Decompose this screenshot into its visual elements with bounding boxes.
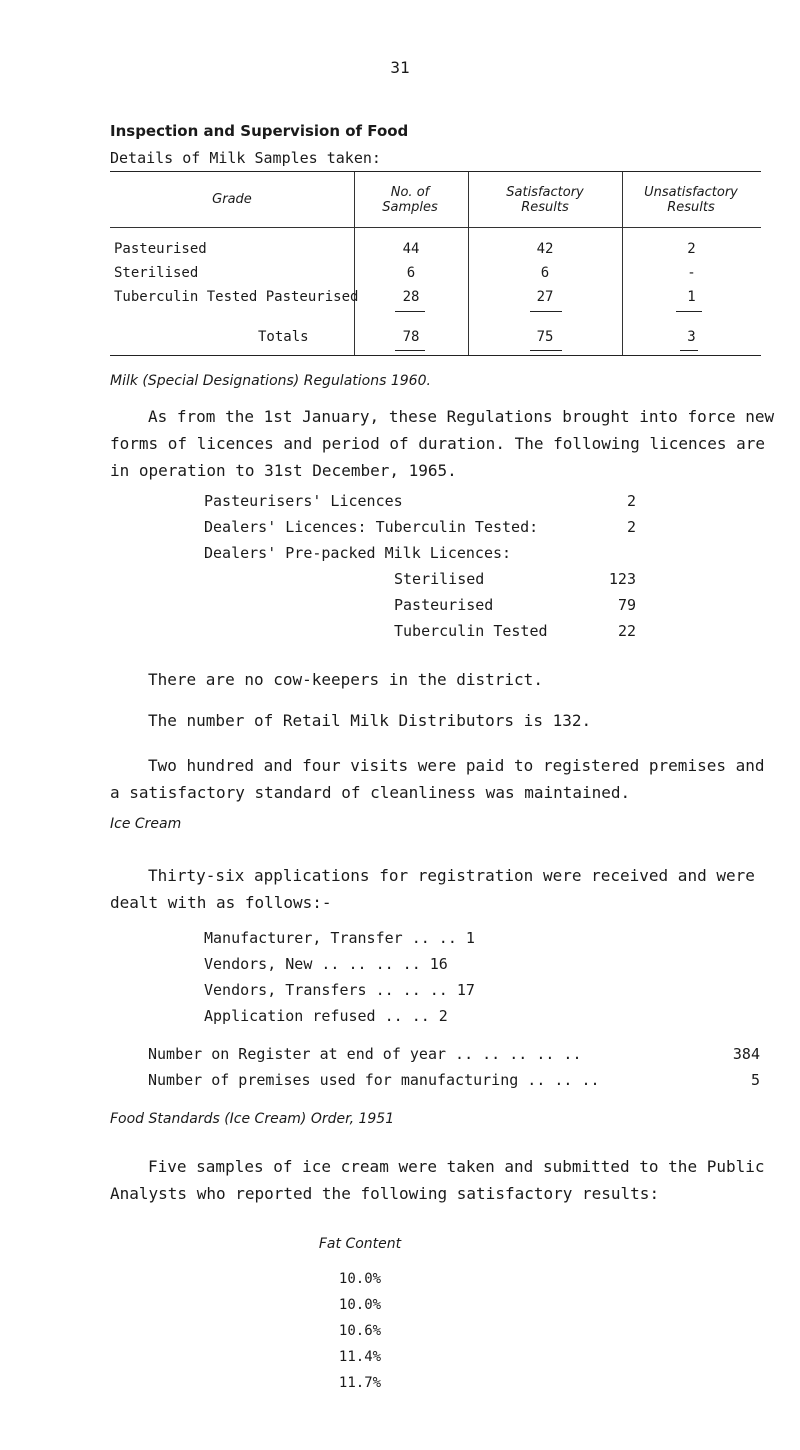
totals-samples: 78 <box>402 329 420 345</box>
visits-paragraph: Two hundred and four visits were paid to registered premises and a satisfactory standard of cleanliness was maintained. <box>110 756 765 802</box>
milk-samples-table <box>110 171 761 356</box>
ice-cream-heading: Ice Cream <box>110 816 182 832</box>
table-cell-satisfactory: 6 <box>540 265 550 281</box>
prepacked-item-value: 123 <box>608 570 636 588</box>
subtotal-rule <box>395 311 425 312</box>
table-cell-samples: 44 <box>402 241 420 257</box>
manufacturing-label: Number of premises used for manufacturing .. .. .. <box>148 1071 600 1089</box>
licence-label: Pasteurisers' Licences <box>204 492 403 510</box>
cow-keepers-sentence: There are no cow-keepers in the district. <box>148 670 543 689</box>
fat-content-heading: Fat Content <box>318 1236 402 1252</box>
table-caption: Details of Milk Samples taken: <box>110 149 381 167</box>
column-divider <box>468 172 469 355</box>
fat-value: 10.0% <box>338 1271 382 1287</box>
table-cell-satisfactory: 42 <box>536 241 554 257</box>
table-cell-unsatisfactory: - <box>687 265 696 281</box>
table-cell-satisfactory: 27 <box>536 289 554 305</box>
totals-underline <box>680 350 698 351</box>
totals-underline <box>530 350 562 351</box>
column-divider <box>354 172 355 355</box>
ice-cream-intro: Thirty-six applications for registration were received and were dealt with as follows:- <box>110 866 755 912</box>
application-item: Vendors, New .. .. .. .. 16 <box>204 955 448 973</box>
table-cell-grade: Sterilised <box>114 265 199 281</box>
prepacked-item-label: Sterilised <box>394 570 485 588</box>
application-item: Application refused .. .. 2 <box>204 1007 448 1025</box>
header-unsatisfactory: Unsatisfactory Results <box>644 184 738 215</box>
application-item: Manufacturer, Transfer .. .. 1 <box>204 929 475 947</box>
subtotal-rule <box>676 311 702 312</box>
licence-label: Dealers' Licences: Tuberculin Tested: <box>204 518 539 536</box>
register-value: 384 <box>732 1045 760 1063</box>
prepacked-item-value: 79 <box>617 596 636 614</box>
prepacked-label: Dealers' Pre-packed Milk Licences: <box>204 544 512 562</box>
fat-value: 10.0% <box>338 1297 382 1313</box>
table-cell-samples: 28 <box>402 289 420 305</box>
fat-value: 11.4% <box>338 1349 382 1365</box>
fat-value: 10.6% <box>338 1323 382 1339</box>
table-cell-unsatisfactory: 1 <box>687 289 696 305</box>
totals-unsatisfactory: 3 <box>687 329 696 345</box>
manufacturing-value: 5 <box>750 1071 760 1089</box>
register-label: Number on Register at end of year .. .. .. .. .. <box>148 1045 582 1063</box>
licence-value: 2 <box>626 492 636 510</box>
table-cell-unsatisfactory: 2 <box>687 241 696 257</box>
table-cell-grade: Tuberculin Tested Pasteurised <box>114 289 359 305</box>
food-standards-paragraph: Five samples of ice cream were taken and submitted to the Public Analysts who reported the following satisfactory results: <box>110 1157 765 1203</box>
totals-satisfactory: 75 <box>536 329 554 345</box>
regulations-heading: Milk (Special Designations) Regulations 1960. <box>110 373 431 389</box>
totals-label: Totals <box>258 329 309 345</box>
food-standards-heading: Food Standards (Ice Cream) Order, 1951 <box>110 1111 395 1127</box>
licence-value: 2 <box>626 518 636 536</box>
totals-underline <box>395 350 425 351</box>
regulations-paragraph: As from the 1st January, these Regulations brought into force new forms of licences and period of duration. The following licences are in operation to 31st December, 1965. <box>110 407 775 480</box>
table-cell-grade: Pasteurised <box>114 241 207 257</box>
prepacked-item-label: Pasteurised <box>394 596 494 614</box>
fat-value: 11.7% <box>338 1375 382 1391</box>
section-title: Inspection and Supervision of Food <box>110 122 409 140</box>
header-samples: No. of Samples <box>382 184 438 215</box>
column-divider <box>622 172 623 355</box>
header-satisfactory: Satisfactory Results <box>506 184 584 215</box>
prepacked-item-label: Tuberculin Tested <box>394 622 548 640</box>
subtotal-rule <box>530 311 562 312</box>
distributors-sentence: The number of Retail Milk Distributors is 132. <box>148 711 592 730</box>
table-cell-samples: 6 <box>406 265 416 281</box>
prepacked-item-value: 22 <box>617 622 636 640</box>
header-grade: Grade <box>212 192 252 207</box>
header-divider <box>110 227 761 228</box>
application-item: Vendors, Transfers .. .. .. 17 <box>204 981 475 999</box>
page-number: 31 <box>390 58 410 77</box>
